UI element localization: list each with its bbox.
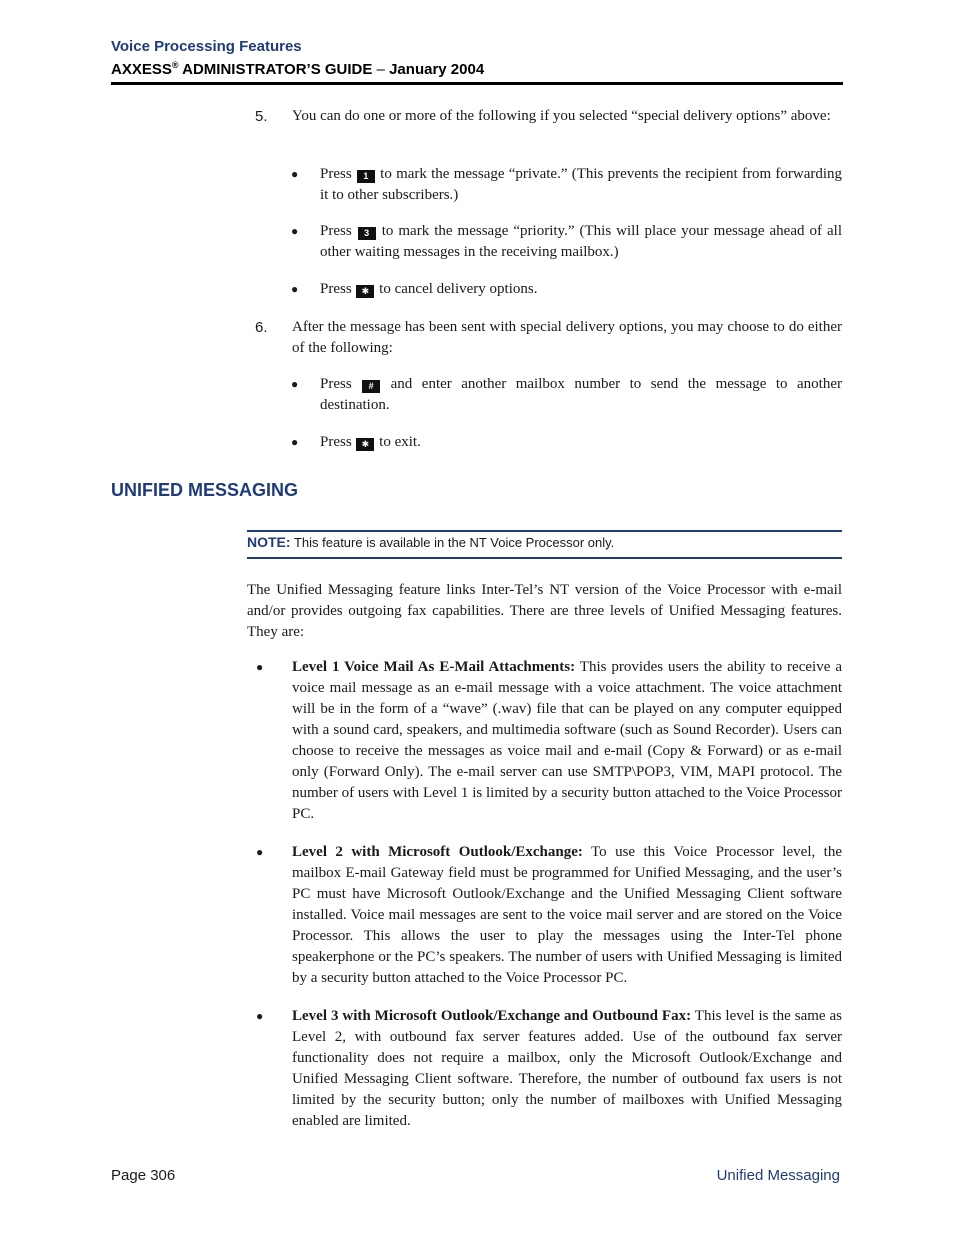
press-label: Press — [320, 166, 352, 182]
keypad-star-icon: ✱ — [356, 438, 374, 451]
page-number: Page 306 — [111, 1167, 176, 1184]
bullet-dot-icon: ● — [256, 660, 264, 674]
step-bullet — [320, 432, 842, 453]
press-label: Press — [320, 376, 352, 392]
note-label: NOTE: — [247, 534, 291, 550]
running-header-guide-title — [111, 60, 484, 78]
step-bullet — [320, 221, 842, 263]
step-text: You can do one or more of the following if you selected “special delivery options” above: — [292, 108, 831, 124]
bullet-dot-icon: ● — [291, 377, 299, 391]
level-title: Level 1 Voice Mail As E-Mail Attachments: — [292, 659, 576, 675]
level-item — [292, 657, 842, 825]
bullet-dot-icon: ● — [291, 435, 299, 449]
guide-title: ADMINISTRATOR’S GUIDE — [178, 61, 373, 78]
note-box — [247, 533, 614, 552]
guide-date: January 2004 — [389, 61, 485, 78]
keypad-star-icon: ✱ — [356, 285, 374, 298]
footer-section: Unified Messaging — [716, 1167, 840, 1184]
step-bullet — [320, 374, 842, 416]
intro-paragraph: The Unified Messaging feature links Inter-Tel’s NT version of the Voice Processor with e-mail and/or provides outgoing fax capabilities. There are three levels of Unified Messaging features. They are: — [247, 582, 842, 640]
keypad-3-icon: 3 — [358, 227, 376, 240]
level-item — [292, 1006, 842, 1132]
running-header-section: Voice Processing Features — [111, 38, 302, 55]
level-title: Level 2 with Microsoft Outlook/Exchange: — [292, 844, 583, 860]
step-text: After the message has been sent with special delivery options, you may choose to do either of the following: — [292, 319, 842, 356]
keypad-pound-icon: # — [362, 380, 380, 393]
bullet-dot-icon: ● — [291, 282, 299, 296]
bullet-text: to mark the message “private.” (This prevents the recipient from forwarding it to other subscribers.) — [320, 166, 843, 203]
level-text: This level is the same as Level 2, with outbound fax server features added. Use of the outbound fax server functionality does not require a mailbox, only the Microsoft Outlook/Exchange and Unified Messaging Client software. Therefore, the number of outbound fax users is not limited by the security button; only the number of mailboxes with Unified Messaging enabled are limited. — [292, 1008, 842, 1129]
bullet-dot-icon: ● — [256, 1009, 264, 1023]
header-rule — [111, 82, 843, 85]
bullet-dot-icon: ● — [291, 224, 299, 238]
press-label: Press — [320, 223, 352, 239]
note-top-rule — [247, 530, 842, 532]
bullet-text: to exit. — [379, 434, 421, 450]
note-bottom-rule — [247, 557, 842, 559]
level-title: Level 3 with Microsoft Outlook/Exchange and Outbound Fax: — [292, 1008, 692, 1024]
note-text: This feature is available in the NT Voice Processor only. — [293, 535, 615, 550]
step-bullet — [320, 279, 842, 300]
guide-brand: AXXESS — [111, 61, 172, 78]
registered-mark: ® — [171, 60, 179, 70]
guide-dash: – — [372, 61, 390, 78]
step-bullet — [320, 164, 842, 206]
bullet-text: and enter another mailbox number to send the message to another destination. — [320, 376, 843, 413]
press-label: Press — [320, 281, 352, 297]
press-label: Press — [320, 434, 352, 450]
bullet-text: to cancel delivery options. — [379, 281, 538, 297]
level-item — [292, 842, 842, 989]
level-text: This provides users the ability to receive a voice mail message as an e-mail message with a voice attachment. The voice attachment will be in the form of a “wave” (.wav) file that can be played on any computer equipped with a sound card, speakers, and multimedia software (such as Sound Recorder). Users can choose to receive the messages as voice mail and e-mail (Copy & Forward) or as e-mail only (Forward Only). The e-mail server can use SMTP\POP3, VIM, MAPI protocol. The number of users with Level 1 is limited by a security button attached to the Voice Processor PC. — [292, 659, 842, 822]
step-number: 6. — [255, 319, 268, 336]
keypad-1-icon: 1 — [357, 170, 375, 183]
bullet-text: to mark the message “priority.” (This will place your message ahead of all other waiting messages in the receiving mailbox.) — [320, 223, 842, 260]
bullet-dot-icon: ● — [291, 167, 299, 181]
section-title: UNIFIED MESSAGING — [111, 480, 299, 500]
level-text: To use this Voice Processor level, the mailbox E-mail Gateway field must be programmed for Unified Messaging, and the user’s PC must have Microsoft Outlook/Exchange and the Unified Messaging Client software installed. Voice mail messages are sent to the voice mail server and are stored on the Voice Processor. This allows the user to play the messages using the Inter-Tel phone speakerphone or the PC’s speakers. The number of users with Unified Messaging is limited by a security button attached to the Voice Processor PC. — [292, 844, 842, 986]
bullet-dot-icon: ● — [256, 845, 264, 859]
step-number: 5. — [255, 108, 268, 125]
